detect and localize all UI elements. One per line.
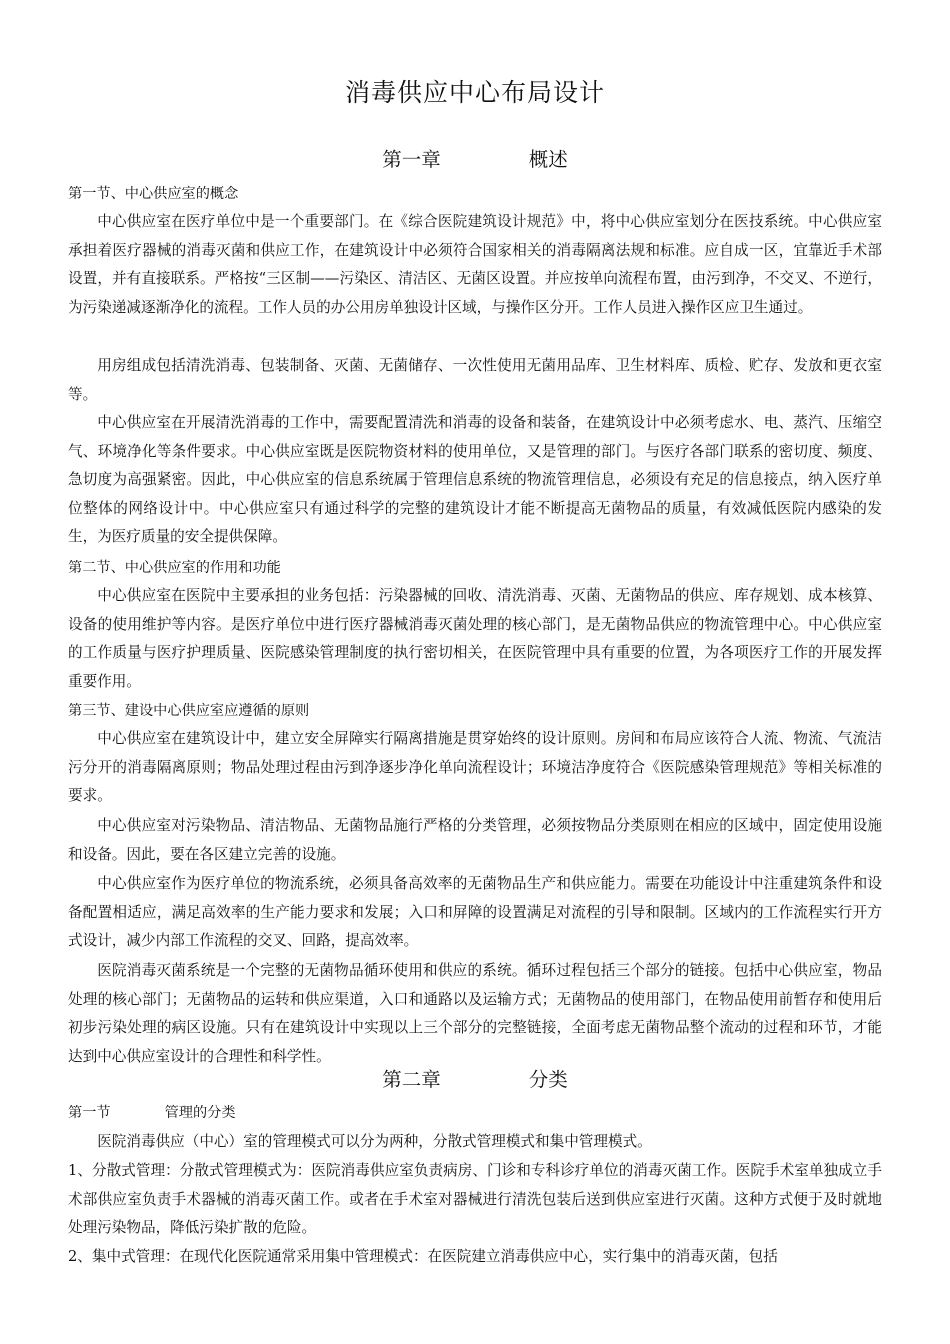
chapter-1-number: 第一章	[382, 148, 441, 171]
paragraph-9: 医院消毒供应（中心）室的管理模式可以分为两种，分散式管理模式和集中管理模式。	[97, 1133, 652, 1150]
paragraph-2: 用房组成包括清洗消毒、包装制备、灭菌、无菌储存、一次性使用无菌用品库、卫生材料库、质检、贮存、发放和更衣室等。	[68, 357, 882, 403]
chapter-1-heading	[0, 146, 950, 174]
paragraph-10: 1、分散式管理：分散式管理模式为：医院消毒供应室负责病房、门诊和专科诊疗单位的消毒灭菌工作。医院手术室单独成立手术部供应室负责手术器械的消毒灭菌工作。或者在手术室对器械进行清洗包装后送到供应室进行灭菌。这种方式便于及时就地处理污染物品，降低污染扩散的危险。	[68, 1162, 882, 1237]
paragraph-1: 中心供应室在医疗单位中是一个重要部门。在《综合医院建筑设计规范》中，将中心供应室划分在医技系统。中心供应室承担着医疗器械的消毒灭菌和供应工作，在建筑设计中必须符合国家相关的消毒隔离法规和标准。应自成一区，宜靠近手术部设置，并有直接联系。严格按“三区制——污染区、清洁区、无菌区设置。并应按单向流程布置，由污到净，不交叉、不逆行，为污染递减逐渐净化的流程。工作人员的办公用房单独设计区域，与操作区分开。工作人员进入操作区应卫生通过。	[68, 213, 882, 316]
paragraph-8: 医院消毒灭菌系统是一个完整的无菌物品循环使用和供应的系统。循环过程包括三个部分的链接。包括中心供应室，物品处理的核心部门；无菌物品的运转和供应渠道，入口和通路以及运输方式；无菌物品的使用部门，在物品使用前暂存和使用后初步污染处理的病区设施。只有在建筑设计中实现以上三个部分的完整链接，全面考虑无菌物品整个流动的过程和环节，才能达到中心供应室设计的合理性和科学性。	[68, 962, 882, 1065]
paragraph-3: 中心供应室在开展清洗消毒的工作中，需要配置清洗和消毒的设备和装备，在建筑设计中必须考虑水、电、蒸汽、压缩空气、环境净化等条件要求。中心供应室既是医院物资材料的使用单位，又是管理的部门。与医疗各部门联系的密切度、频度、急切度为高强紧密。因此，中心供应室的信息系统属于管理信息系统的物流管理信息，必须设有充足的信息接点，纳入医疗单位整体的网络设计中。中心供应室只有通过科学的完整的建筑设计才能不断提高无菌物品的质量，有效减低医院内感染的发生，为医疗质量的安全提供保障。	[68, 414, 882, 546]
section-1-1-heading: 第一节、中心供应室的概念	[68, 186, 239, 202]
section-1-3-heading: 第三节、建设中心供应室应遵循的原则	[68, 703, 310, 719]
section-2-1-heading	[68, 1100, 882, 1126]
chapter-2-number: 第二章	[382, 1068, 441, 1091]
section-2-1-name: 管理的分类	[164, 1105, 236, 1121]
chapter-2-heading	[0, 1066, 950, 1094]
paragraph-4: 中心供应室在医院中主要承担的业务包括：污染器械的回收、清洗消毒、灭菌、无菌物品的供应、库存规划、成本核算、设备的使用维护等内容。是医疗单位中进行医疗器械消毒灭菌处理的核心部门，是无菌物品供应的物流管理中心。中心供应室的工作质量与医疗护理质量、医院感染管理制度的执行密切相关，在医院管理中具有重要的位置，为各项医疗工作的开展发挥重要作用。	[68, 587, 882, 690]
chapter-1-name: 概述	[528, 148, 568, 171]
paragraph-6: 中心供应室对污染物品、清洁物品、无菌物品施行严格的分类管理，必须按物品分类原则在相应的区域中，固定使用设施和设备。因此，要在各区建立完善的设施。	[68, 817, 882, 863]
paragraph-5: 中心供应室在建筑设计中，建立安全屏障实行隔离措施是贯穿始终的设计原则。房间和布局应该符合人流、物流、气流洁污分开的消毒隔离原则；物品处理过程由污到净逐步净化单向流程设计；环境洁净度符合《医院感染管理规范》等相关标准的要求。	[68, 730, 882, 805]
paragraph-7: 中心供应室作为医疗单位的物流系统，必须具备高效率的无菌物品生产和供应能力。需要在功能设计中注重建筑条件和设备配置相适应，满足高效率的生产能力要求和发展；入口和屏障的设置满足对流程的引导和限制。区域内的工作流程实行开方式设计，减少内部工作流程的交叉、回路，提高效率。	[68, 875, 882, 950]
section-1-2-heading: 第二节、中心供应室的作用和功能	[68, 560, 281, 576]
chapter-2-name: 分类	[528, 1068, 568, 1091]
document-title: 消毒供应中心布局设计	[344, 78, 605, 107]
paragraph-11: 2、集中式管理：在现代化医院通常采用集中管理模式：在医院建立消毒供应中心，实行集中的消毒灭菌，包括	[68, 1248, 778, 1265]
section-2-1-number: 第一节	[68, 1105, 111, 1121]
